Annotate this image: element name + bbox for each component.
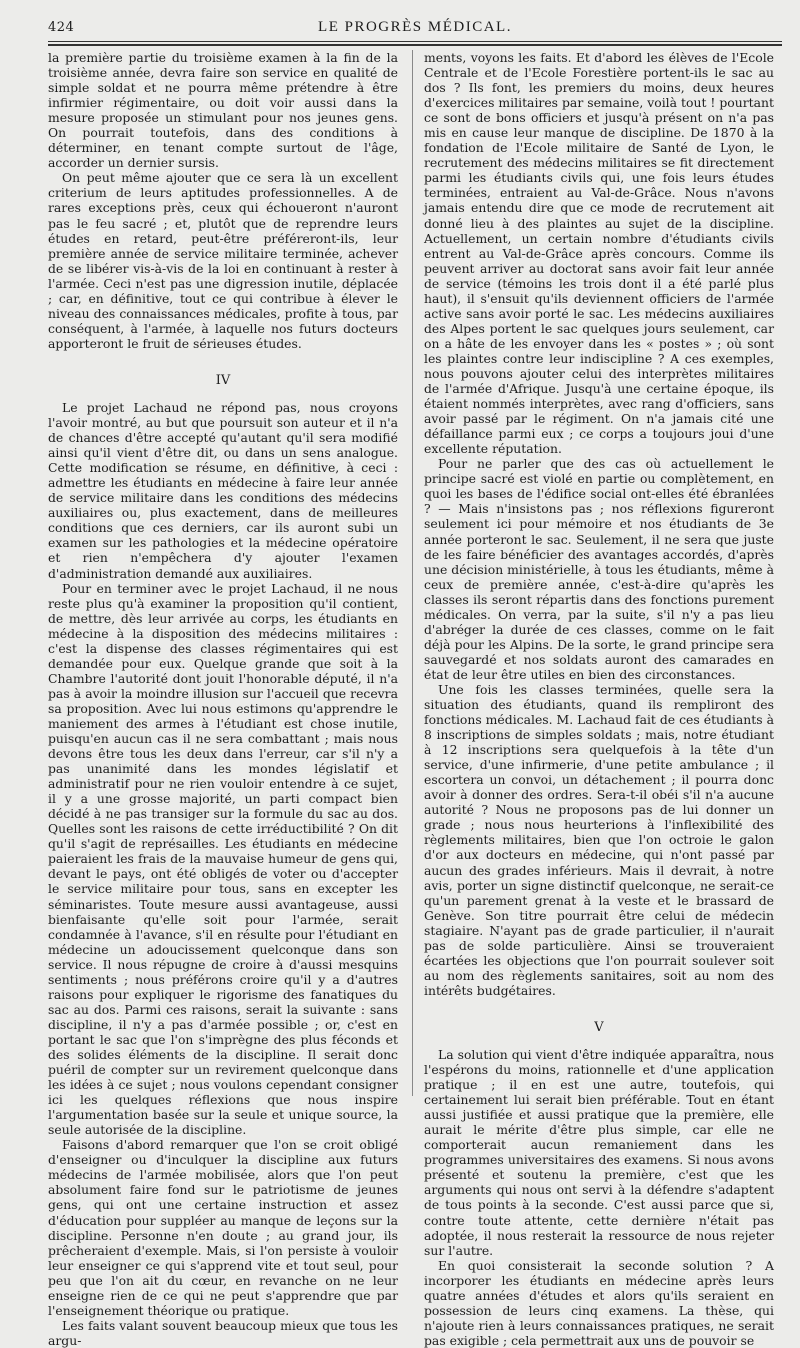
paragraph: On peut même ajouter que ce sera là un excellent criterium de leurs aptitudes professionnelles. A de rares exceptions près, ceux qui échoueront n'auront pas le feu sacré ; et, plutôt que de reprendre leurs études en retard, peut-être préféreront-ils, leur première année de service militaire terminée, achever de se libérer vis-à-vis de la loi en continuant à rester à l'armée. Ceci n'est pas une digression inutile, déplacée ; car, en définitive, tout ce qui contribue à élever le niveau des connaissances médicales, profite à tous, par conséquent, à l'armée, à laquelle nos futurs docteurs apporteront le fruit de sérieuses études. xyxy=(48,170,398,351)
paragraph: Pour ne parler que des cas où actuellement le principe sacré est violé en partie ou complètement, en quoi les bases de l'édifice social ont-elles été ébranlées ? — Mais n'insistons pas ; nos réflexions figureront seulement ici pour mémoire et nos étudiants de 3e année porteront le sac. Seulement, il ne sera que juste de les faire bénéficier des avantages accordés, d'après une décision ministérielle, à tous les étudiants, même à ceux de première année, c'est-à-dire qu'après les classes ils seront répartis dans des fonctions purement médicales. On verra, par la suite, s'il n'y a pas lieu d'abréger la durée de ces classes, comme on le fait déjà pour les Alpins. De la sorte, le grand principe sera sauvegardé et nos soldats auront des camarades en état de leur être utiles en bien des circonstances. xyxy=(424,456,774,682)
paragraph: Faisons d'abord remarquer que l'on se croit obligé d'enseigner ou d'inculquer la discipline aux futurs médecins de l'armée mobilisée, alors que l'on peut absolument faire fond sur le patriotisme de jeunes gens, qui ont une certaine instruction et assez d'éducation pour suppléer au manque de leçons sur la discipline. Personne n'en doute ; au grand jour, ils prêcheraient d'exemple. Mais, si l'on persiste à vouloir leur enseigner ce qui s'apprend vite et tout seul, pour peu que l'on ait du cœur, en revanche on ne leur enseigne rien de ce qui ne peut s'apprendre que par l'enseignement théorique ou pratique. xyxy=(48,1137,398,1318)
paragraph: Le projet Lachaud ne répond pas, nous croyons l'avoir montré, au but que poursuit son auteur et il n'a de chances d'être accepté qu'autant qu'il sera modifié ainsi qu'il vient d'être dit, ou dans un sens analogue. Cette modification se résume, en définitive, à ceci : admettre les étudiants en médecine à faire leur année de service militaire dans les conditions des médecins auxiliaires ou, plus exactement, dans de meilleures conditions que ces derniers, car ils auront subi un examen sur les pathologies et la médecine opératoire et rien n'empêchera d'y ajouter l'examen d'administration demandé aux auxiliaires. xyxy=(48,399,398,581)
paragraph: Une fois les classes terminées, quelle sera la situation des étudiants, quand ils rempliront des fonctions médicales. M. Lachaud fait de ces étudiants à 8 inscriptions de simples soldats ; mais, notre étudiant à 12 inscriptions sera quelquefois à la tête d'un service, d'une infirmerie, d'une petite ambulance ; il escortera un convoi, un détachement ; il pourra donc avoir à donner des ordres. Sera-t-il obéi s'il n'a aucune autorité ? Nous ne proposons pas de lui donner un grade ; nous nous heurterions à l'inflexibilité des règlements militaires, bien que l'on octroie le galon d'or aux docteurs en médecine, qui n'ont passé par aucun des grades inférieurs. Mais il devrait, à notre avis, porter un signe distinctif quelconque, ne serait-ce qu'un parement grenat à la veste et le brassard de Genève. Son titre pourrait être celui de médecin stagiaire. N'ayant pas de grade particulier, il n'aurait pas de solde particulière. Ainsi se trouveraient écartées les objections que l'on pourrait soulever soit au nom des règlements sanitaires, soit au nom des intérêts budgétaires. xyxy=(424,681,774,998)
section-heading-v: V xyxy=(594,1019,604,1035)
page-number: 424 xyxy=(48,20,75,35)
header-rule-thick xyxy=(48,44,782,46)
section-heading-iv: IV xyxy=(215,372,231,388)
paragraph: En quoi consisterait la seconde solution ? A incorporer les étudiants en médecine après leurs quatre années d'études et alors qu'ils seraient en possession de leurs cinq examens. La thèse, qui n'ajoute rien à leurs connaissances pratiques, ne serait pas exigible ; cela permettrait aux uns de pouvoir se xyxy=(424,1257,774,1348)
paragraph: Les faits valant souvent beaucoup mieux que tous les argu- xyxy=(48,1317,398,1348)
right-column xyxy=(424,50,774,1348)
journal-title: LE PROGRÈS MÉDICAL. xyxy=(318,19,512,35)
paragraph: la première partie du troisième examen à la fin de la troisième année, devra faire son service en qualité de simple soldat et ne pourra même prétendre à être infirmier régimentaire, ou doit voir aussi dans la mesure proposée un stimulant pour nos jeunes gens. On pourrait toutefois, dans des conditions à déterminer, en tenant compte surtout de l'âge, accorder un dernier sursis. xyxy=(48,50,398,171)
paragraph: Pour en terminer avec le projet Lachaud, il ne nous reste plus qu'à examiner la proposition qu'il contient, de mettre, dès leur arrivée au corps, les étudiants en médecine à la disposition des médecins militaires : c'est la dispense des classes régimentaires qui est demandée pour eux. Quelque grande que soit à la Chambre l'autorité dont jouit l'honorable député, il n'a pas à avoir la moindre illusion sur l'accueil que recevra sa proposition. Avec lui nous estimons qu'apprendre le maniement des armes à l'étudiant est chose inutile, puisqu'en aucun cas il ne sera combattant ; mais nous devons être tous les deux dans l'erreur, car s'il n'y a pas unanimité dans les mondes législatif et administratif pour ne rien vouloir entendre à ce sujet, il y a une grosse majorité, un parti compact bien décidé à ne pas transiger sur la formule du sac au dos. Quelles sont les raisons de cette irréductibilité ? On dit qu'il s'agit de représailles. Les étudiants en médecine paieraient les frais de la mauvaise humeur de gens qui, devant le pays, ont été obligés de voter ou d'accepter le service militaire pour tous, sans en excepter les séminaristes. Toute mesure aussi avantageuse, aussi bienfaisante qu'elle soit pour l'armée, serait condamnée à l'avance, s'il en résulte pour l'étudiant en médecine un adoucissement quelconque dans son service. Il nous répugne de croire à d'aussi mesquins sentiments ; nous préférons croire qu'il y a d'autres raisons pour expliquer le rigorisme des fanatiques du sac au dos. Parmi ces raisons, serait la suivante : sans discipline, il n'y a pas d'armée possible ; or, c'est en portant le sac que l'on s'imprègne des plus féconds et des solides éléments de la discipline. Il serait donc puéril de compter sur un revirement quelconque dans les idées à ce sujet ; nous voulons cependant consigner ici les quelques réflexions que nous inspire l'argumentation basée sur la seule et unique source, la seule autorisée de la discipline. xyxy=(48,580,398,1138)
page-header xyxy=(48,14,782,38)
header-rule-thin xyxy=(48,41,782,42)
column-divider xyxy=(412,50,413,1096)
paragraph: ments, voyons les faits. Et d'abord les élèves de l'Ecole Centrale et de l'Ecole Forestière portent-ils le sac au dos ? Ils font, les premiers du moins, deux heures d'exercices militaires par semaine, voilà tout ! pourtant ce sont de bons officiers et jusqu'à présent on n'a pas mis en cause leur manque de discipline. De 1870 à la fondation de l'Ecole militaire de Santé de Lyon, le recrutement des médecins militaires se fit directement parmi les étudiants civils qui, une fois leurs études terminées, entraient au Val-de-Grâce. Nous n'avons jamais entendu dire que ce mode de recrutement ait donné lieu à des plaintes au sujet de la discipline. Actuellement, un certain nombre d'étudiants civils entrent au Val-de-Grâce après concours. Comme ils peuvent arriver au doctorat sans avoir fait leur année de service (témoins les trois dont il a été parlé plus haut), il s'ensuit qu'ils deviennent officiers de l'armée active sans avoir porté le sac. Les médecins auxiliaires des Alpes portent le sac quelques jours seulement, car on a hâte de les envoyer dans les « postes » ; où sont les plaintes contre leur indiscipline ? A ces exemples, nous pouvons ajouter celui des interprètes militaires de l'armée d'Afrique. Jusqu'à une certaine époque, ils étaient nommés interprètes, avec rang d'officiers, sans avoir passé par le régiment. On n'a jamais cité une défaillance parmi eux ; ce corps a toujours joui d'une excellente réputation. xyxy=(424,50,774,457)
left-column xyxy=(48,50,398,1348)
paragraph: La solution qui vient d'être indiquée apparaîtra, nous l'espérons du moins, rationnelle et d'une application pratique ; il en est une autre, toutefois, qui certainement lui serait bien préférable. Tout en étant aussi justifiée et aussi pratique que la première, elle aurait le mérite d'être plus simple, car elle ne comporterait aucun remaniement dans les programmes universitaires des examens. Si nous avons présenté et soutenu la première, c'est que les arguments qui nous ont servi à la défendre s'adaptent de tous points à la seconde. C'est aussi parce que si, contre toute attente, cette dernière n'était pas adoptée, il nous resterait la ressource de nous rejeter sur l'autre. xyxy=(424,1047,774,1258)
